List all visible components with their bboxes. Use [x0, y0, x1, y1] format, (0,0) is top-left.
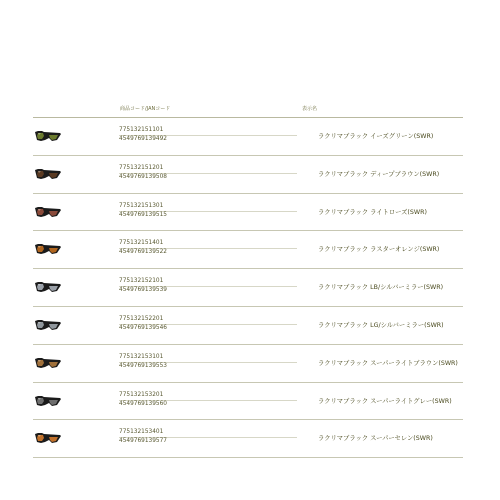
table-row [33, 269, 463, 307]
sunglasses-icon [34, 317, 62, 333]
jan-code: 4549769139560 [119, 400, 167, 407]
product-name: ラクリマブラック LG/シルバーミラー(SWR) [318, 321, 444, 329]
sunglasses-icon [34, 241, 62, 257]
product-code: 775132153201 [119, 391, 164, 398]
product-name: ラクリマブラック スーパーライトグレー(SWR) [318, 397, 452, 405]
product-name: ラクリマブラック ラスターオレンジ(SWR) [318, 246, 440, 254]
product-table [33, 100, 463, 458]
sunglasses-icon [34, 355, 62, 371]
product-code: 775132151301 [119, 202, 164, 209]
jan-code: 4549769139577 [119, 438, 167, 445]
product-code: 775132152201 [119, 315, 164, 322]
product-name: ラクリマブラック スーパーライトブラウン(SWR) [318, 359, 458, 367]
product-name: ラクリマブラック ライトローズ(SWR) [318, 208, 427, 216]
sunglasses-icon [34, 166, 62, 182]
table-row [33, 231, 463, 269]
product-code: 775132153401 [119, 429, 164, 436]
product-name: ラクリマブラック ディープブラウン(SWR) [318, 170, 440, 178]
table-row [33, 307, 463, 345]
table-body [33, 118, 463, 458]
product-name: ラクリマブラック イーズグリーン(SWR) [318, 133, 434, 140]
product-code: 775132151201 [119, 164, 164, 171]
sunglasses-icon [34, 128, 62, 144]
product-code: 775132151101 [119, 127, 164, 133]
jan-code: 4549769139522 [119, 249, 167, 256]
product-code: 775132153101 [119, 353, 164, 360]
table-row [33, 383, 463, 421]
jan-code: 4549769139546 [119, 324, 167, 331]
table-row [33, 420, 463, 458]
table-header [33, 100, 463, 118]
jan-code: 4549769139508 [119, 173, 167, 180]
sunglasses-icon [34, 393, 62, 409]
table-row [33, 345, 463, 383]
header-code: 商品コード/JANコード [120, 106, 171, 112]
table-row [33, 194, 463, 232]
jan-code: 4549769139515 [119, 211, 167, 218]
table-row [33, 118, 463, 156]
jan-code: 4549769139492 [119, 136, 167, 142]
sunglasses-icon [34, 204, 62, 220]
header-name: 表示名 [302, 106, 318, 112]
sunglasses-icon [34, 430, 62, 446]
product-name: ラクリマブラック スーパーセレン(SWR) [318, 435, 433, 443]
jan-code: 4549769139553 [119, 362, 167, 369]
product-code: 775132152101 [119, 278, 164, 285]
table-row [33, 156, 463, 194]
product-name: ラクリマブラック LB/シルバーミラー(SWR) [318, 284, 444, 292]
product-code: 775132151401 [119, 240, 164, 247]
sunglasses-icon [34, 279, 62, 295]
jan-code: 4549769139539 [119, 287, 167, 294]
